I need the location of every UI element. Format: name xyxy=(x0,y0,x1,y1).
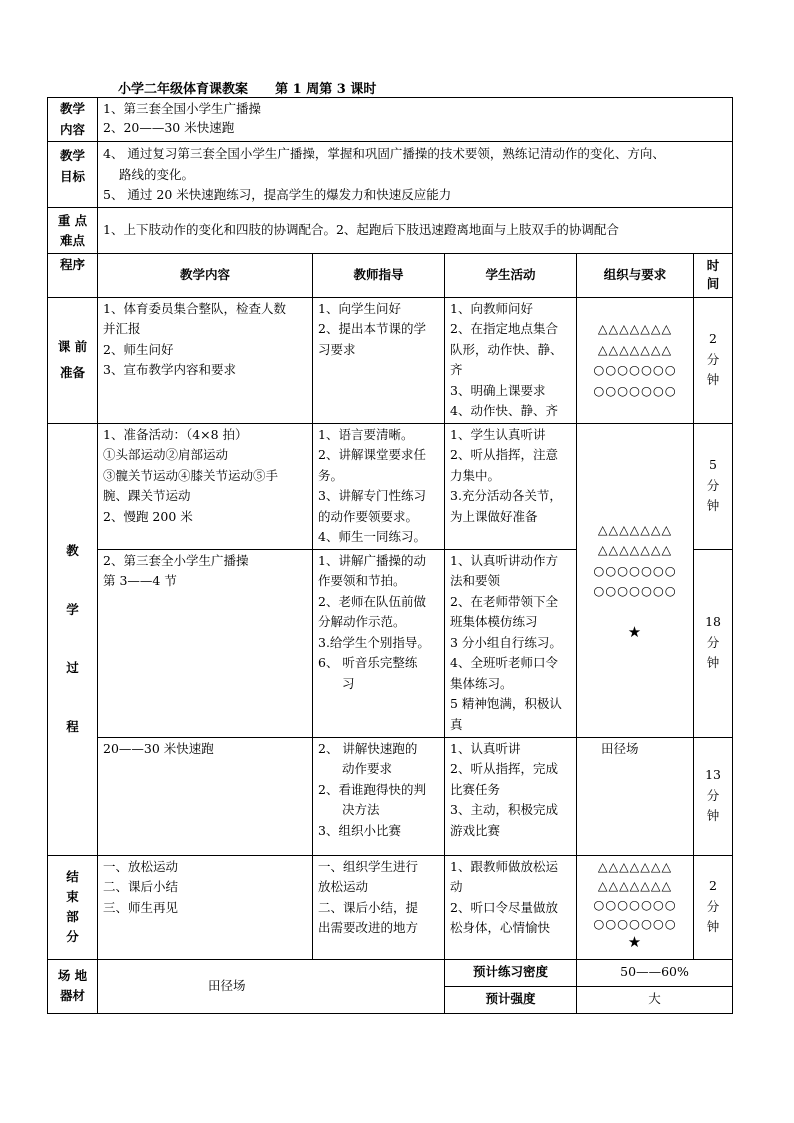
prep-student: 1、向教师问好 2、在指定地点集合 队形，动作快、静、 齐 3、明确上课要求 4、动作快、静、齐 xyxy=(445,297,577,423)
circle-row: ○○○○○○○ xyxy=(593,362,677,377)
process-formation xyxy=(577,423,694,737)
circle-row: ○○○○○○○ xyxy=(593,562,677,578)
ending-label: 结 束 部 分 xyxy=(48,855,98,959)
prep-content: 1、体育委员集合整队，检查人数 并汇报 2、师生问好 3、宣布教学内容和要求 xyxy=(98,297,313,423)
triangle-row: △△△△△△△ xyxy=(597,542,673,557)
triangle-row: △△△△△△△ xyxy=(597,877,673,893)
lesson-plan-table xyxy=(47,97,733,1014)
triangle-row: △△△△△△△ xyxy=(597,321,673,336)
ending-content: 一、放松运动 二、课后小结 三、师生再见 xyxy=(98,855,313,959)
prep-time: 2 分 钟 xyxy=(694,297,733,423)
density-value: 50——60% xyxy=(577,959,733,986)
sprint-student: 1、认真听讲 2、听从指挥，完成 比赛任务 3、主动，积极完成 游戏比赛 xyxy=(445,737,577,855)
key-points-text: 1、上下肢动作的变化和四肢的协调配合。2、起跑后下肢迅速蹬离地面与上肢双手的协调配合 xyxy=(98,207,733,253)
circle-row: ○○○○○○○ xyxy=(593,583,677,598)
key-points-row xyxy=(48,207,733,253)
warmup-student: 1、学生认真听讲 2、听从指挥，注意 力集中。 3.充分活动各关节， 为上课做好准备 xyxy=(445,423,577,549)
objective-item: 路线的变化。 xyxy=(119,166,195,182)
triangle-row: △△△△△△△ xyxy=(597,858,673,874)
content-items xyxy=(98,98,733,142)
warmup-time: 5 分 钟 xyxy=(694,423,733,549)
exercise-time: 18 分 钟 xyxy=(694,549,733,737)
ending-time: 2 分 钟 xyxy=(694,855,733,959)
prep-teacher: 1、向学生问好 2、提出本节课的学 习要求 xyxy=(313,297,445,423)
circle-row: ○○○○○○○ xyxy=(593,896,677,912)
content-item: 1、第三套全国小学生广播操 xyxy=(103,101,261,116)
warmup-row xyxy=(48,423,733,549)
triangle-row: △△△△△△△ xyxy=(597,521,673,537)
objectives-items xyxy=(98,142,733,208)
intensity-value: 大 xyxy=(577,986,733,1013)
objective-item: 4、 通过复习第三套全国小学生广播操，掌握和巩固广播操的技术要领，熟练记清动作的变化、方向、 xyxy=(103,146,665,161)
ending-formation xyxy=(577,855,694,959)
prep-formation xyxy=(577,297,694,423)
header-organization: 组织与要求 xyxy=(577,253,694,297)
key-points-label: 重 点 难点 xyxy=(48,207,98,253)
header-time: 时 间 xyxy=(694,253,733,297)
prep-label: 课 前 准备 xyxy=(48,297,98,423)
content-label: 教学 内容 xyxy=(48,98,98,142)
exercise-teacher: 1、讲解广播操的动 作要领和节拍。 2、老师在队伍前做 分解动作示范。 3.给学生个别指导。 6、 听音乐完整练 习 xyxy=(313,549,445,737)
triangle-row: △△△△△△△ xyxy=(597,341,673,357)
sprint-row xyxy=(48,737,733,855)
exercise-content: 2、第三套全小学生广播操 第 3——4 节 xyxy=(98,549,313,737)
sprint-time: 13 分 钟 xyxy=(694,737,733,855)
exercise-student: 1、认真听讲动作方 法和要领 2、在老师带领下全 班集体模仿练习 3 分小组自行练习。 4、全班听老师口令 集体练习。 5 精神饱满，积极认 真 xyxy=(445,549,577,737)
venue-value: 田径场 xyxy=(98,959,445,1013)
objectives-label: 教学 目标 xyxy=(48,142,98,208)
venue-label: 场 地 器材 xyxy=(48,959,98,1013)
teacher-star-icon: ★ xyxy=(627,932,643,951)
circle-row: ○○○○○○○ xyxy=(593,382,677,398)
header-student: 学生活动 xyxy=(445,253,577,297)
header-procedure: 程序 xyxy=(48,253,98,297)
circle-row: ○○○○○○○ xyxy=(593,915,677,931)
content-item: 2、20——30 米快速跑 xyxy=(103,120,235,135)
intensity-label: 预计强度 xyxy=(445,986,577,1013)
sprint-content: 20——30 米快速跑 xyxy=(98,737,313,855)
header-teacher: 教师指导 xyxy=(313,253,445,297)
objective-item: 5、 通过 20 米快速跑练习，提高学生的爆发力和快速反应能力 xyxy=(103,187,452,202)
teacher-star-icon: ★ xyxy=(627,622,643,641)
ending-student: 1、跟教师做放松运 动 2、听口令尽量做放 松身体，心情愉快 xyxy=(445,855,577,959)
header-row xyxy=(48,253,733,297)
ending-row xyxy=(48,855,733,959)
sprint-organization: 田径场 xyxy=(577,737,694,855)
header-content: 教学内容 xyxy=(98,253,313,297)
process-label: 教 学 过 程 xyxy=(48,423,98,855)
prep-row xyxy=(48,297,733,423)
content-row xyxy=(48,98,733,142)
warmup-teacher: 1、语言要清晰。 2、讲解课堂要求任 务。 3、讲解专门性练习 的动作要领要求。 4、师生一同练习。 xyxy=(313,423,445,549)
objectives-row xyxy=(48,142,733,208)
ending-teacher: 一、组织学生进行 放松运动 二、课后小结，提 出需要改进的地方 xyxy=(313,855,445,959)
footer-row-density xyxy=(48,959,733,986)
warmup-content: 1、准备活动：（4×8 拍） ①头部运动②肩部运动 ③髋关节运动④膝关节运动⑤手 腕、踝关节运动 2、慢跑 200 米 xyxy=(98,423,313,549)
sprint-teacher: 2、 讲解快速跑的 动作要求 2、看谁跑得快的判 决方法 3、组织小比赛 xyxy=(313,737,445,855)
density-label: 预计练习密度 xyxy=(445,959,577,986)
page-title: 小学二年级体育课教案 第 1 周第 3 课时 xyxy=(118,82,377,97)
